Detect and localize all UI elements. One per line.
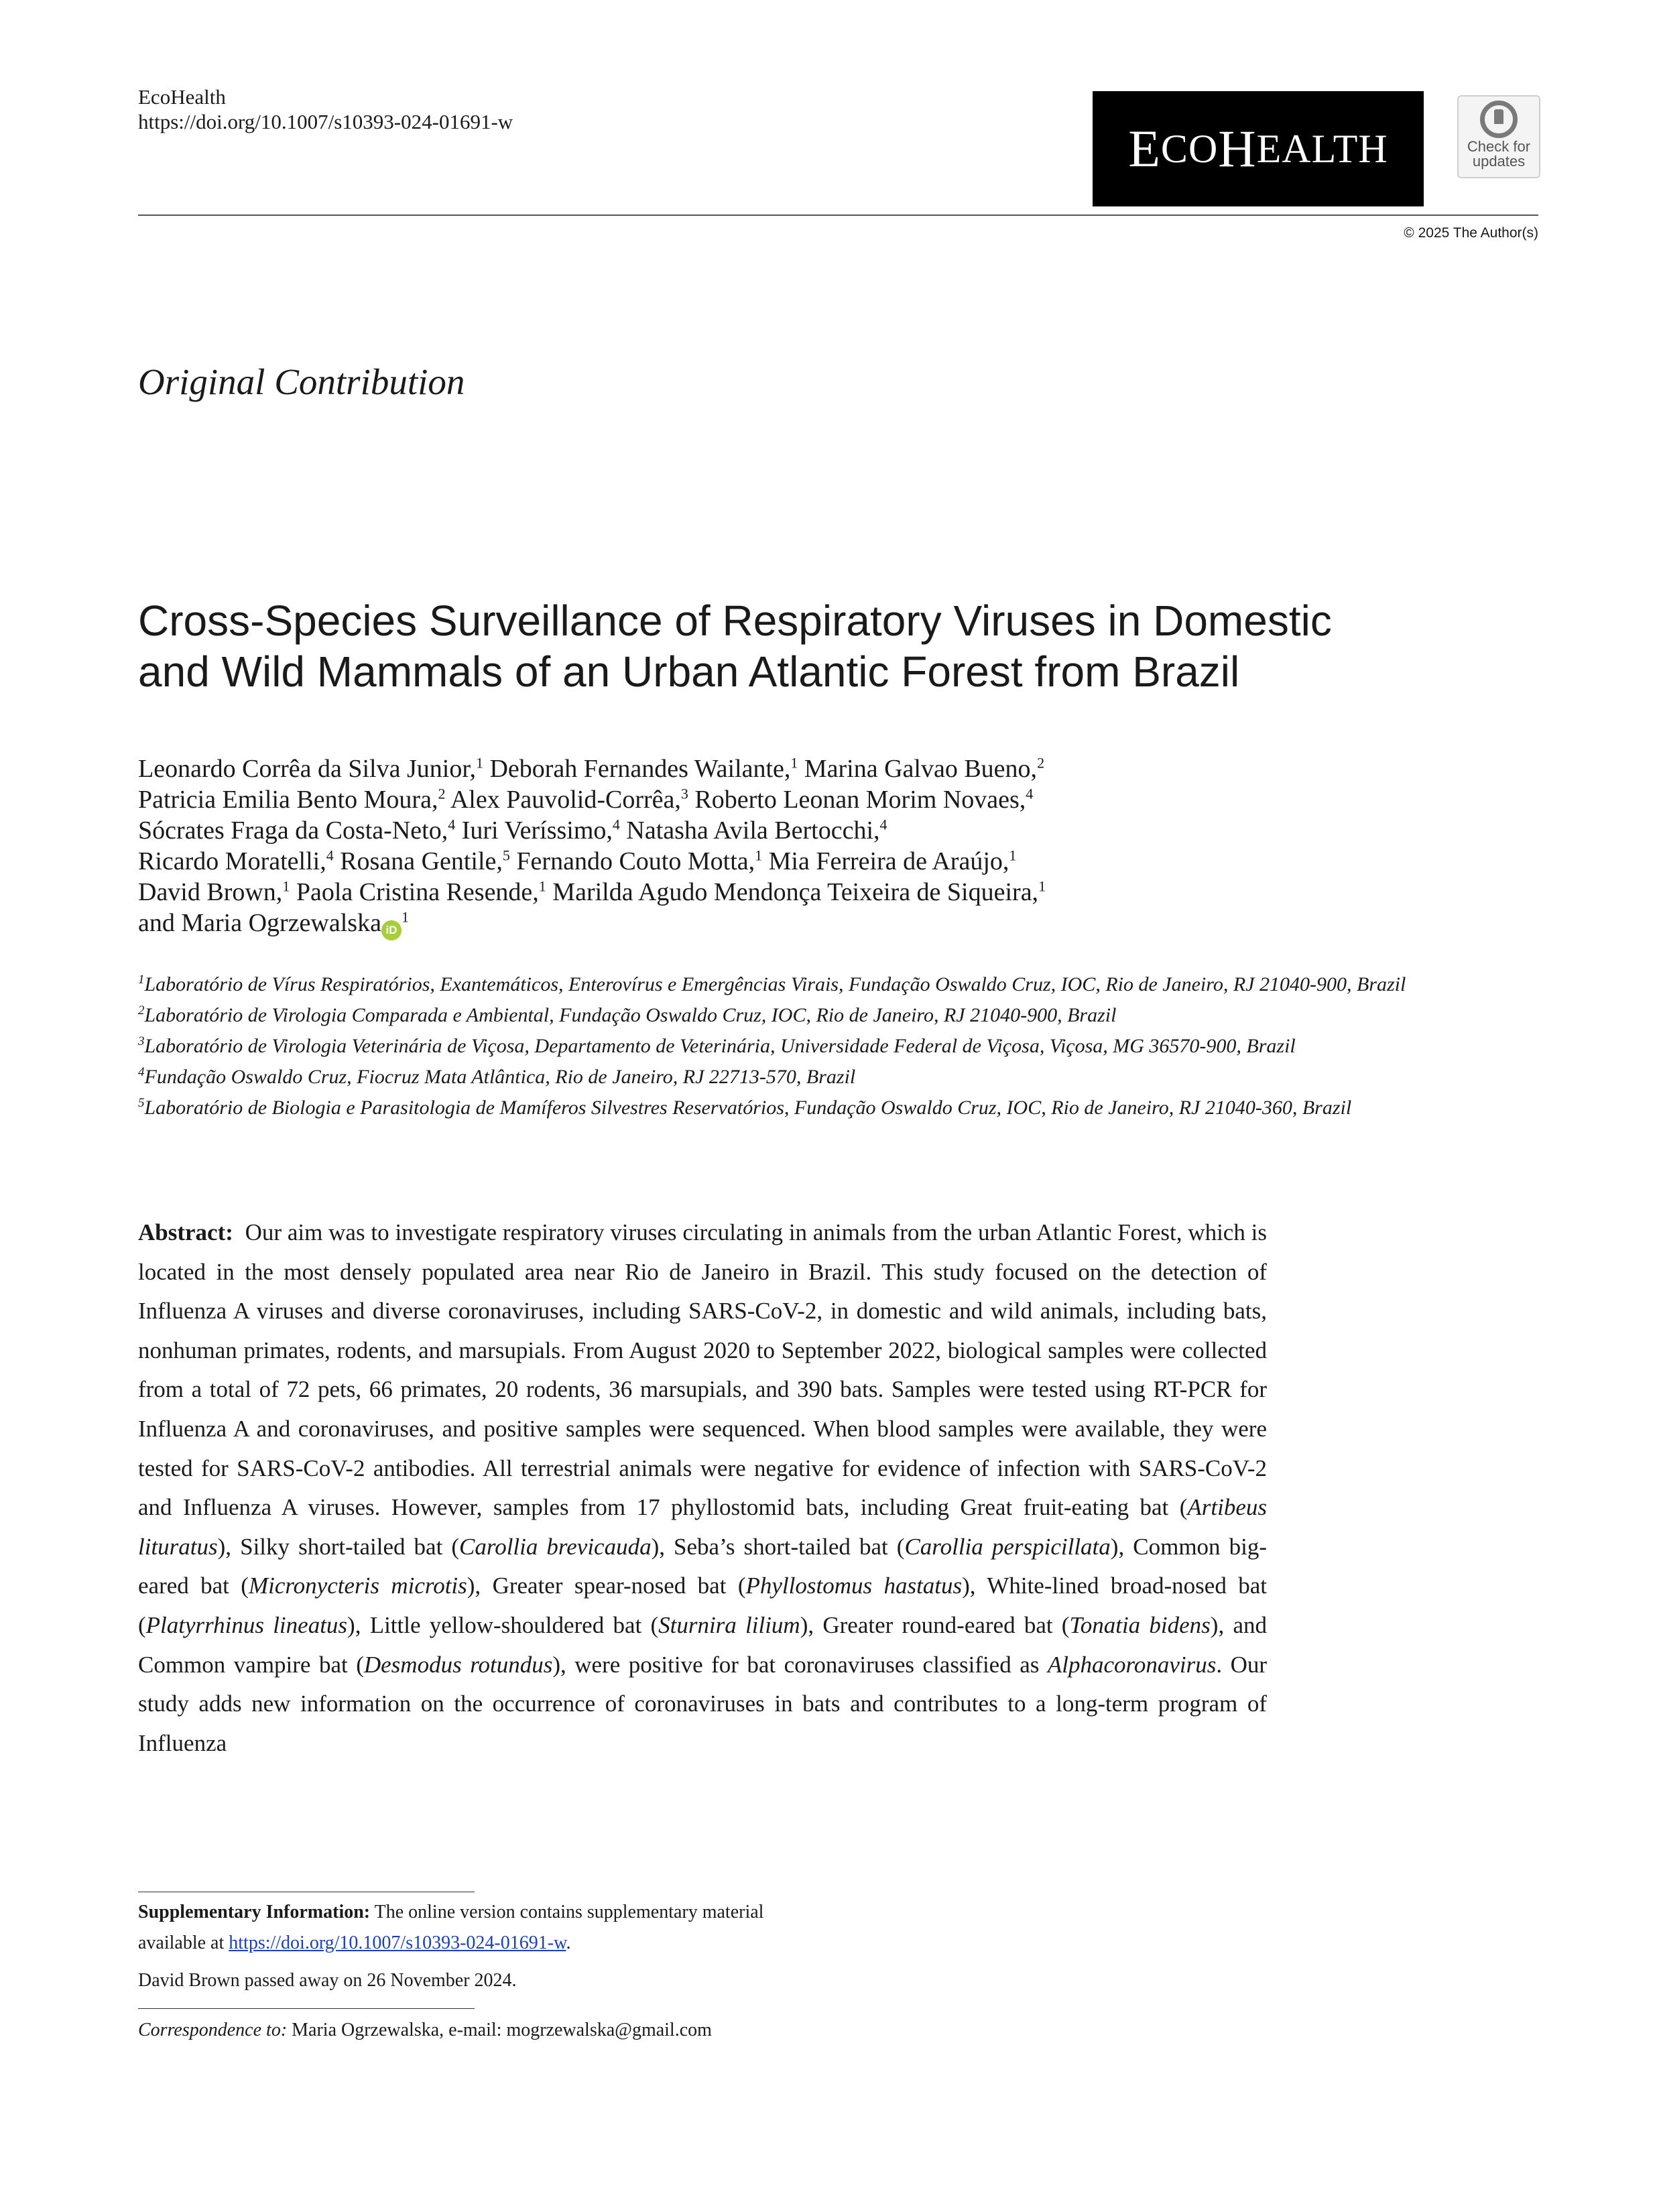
header-divider (138, 214, 1538, 216)
author-list: Leonardo Corrêa da Silva Junior,$^1$ Deborah Fernandes Wailante,$^1$ Marina Galvao Bueno,$^2$ Patricia Emilia Bento Moura,$^2$ Alex Pauvolid-Corrêa,$^3$ Roberto Leonan Morim Novaes,$^4$ Sócrates Fraga da Costa-Neto,$^4$ Iuri Veríssimo,$^4$ Natasha Avila Bertocchi,$^4$ Ricardo Moratelli,$^4$ Rosana Gentile,$^5$ Fernando Couto Motta,$^1$ Mia Ferreira de Araújo,$^1$ David Brown,$^1$ Paola Cristina Resende,$^1$ Marilda Agudo Mendonça Teixeira de Siqueira,$^1$ and Maria Ogrzewalska $iD^1$ (138, 753, 1412, 940)
author: Sócrates Fraga da Costa-Neto, (138, 816, 448, 845)
journal-header (138, 84, 513, 134)
affiliation: $^5$Laboratório de Biologia e Parasitologia de Mamíferos Silvestres Reservatórios, Fundação Oswaldo Cruz, IOC, Rio de Janeiro, RJ 21040-360, Brazil (138, 1096, 1352, 1119)
author: David Brown, (138, 878, 283, 906)
author: Leonardo Corrêa da Silva Junior, (138, 755, 476, 783)
bookmark-icon (1480, 101, 1518, 138)
affiliation: $^2$Laboratório de Virologia Comparada e Ambiental, Fundação Oswaldo Cruz, IOC, Rio de Janeiro, RJ 21040-900, Brazil (138, 1003, 1117, 1026)
abstract: Abstract: Our aim was to investigate respiratory viruses circulating in animals from the urban Atlantic Forest, which is located in the most densely populated area near Rio de Janeiro in Brazil. This study focused on the detection of Influenza A viruses and diverse coronaviruses, including SARS-CoV-2, in domestic and wild animals, including bats, nonhuman primates, rodents, and marsupials. From August 2020 to September 2022, biological samples were collected from a total of 72 pets, 66 primates, 20 rodents, 36 marsupials, and 390 bats. Samples were tested using RT-PCR for Influenza A and coronaviruses, and positive samples were sequenced. When blood samples were available, they were tested for SARS-CoV-2 antibodies. All terrestrial animals were negative for evidence of infection with SARS-CoV-2 and Influenza A viruses. However, samples from 17 phyllostomid bats, including Great fruit-eating bat (Artibeus lituratus), Silky short-tailed bat (Carollia brevicauda), Seba’s short-tailed bat (Carollia perspicillata), Common big-eared bat (Micronycteris microtis), Greater spear-nosed bat (Phyllostomus hastatus), White-lined broad-nosed bat (Platyrrhinus lineatus), Little yellow-shouldered bat (Sturnira lilium), Greater round-eared bat (Tonatia bidens), and Common vampire bat (Desmodus rotundus), were positive for bat coronaviruses classified as Alphacoronavirus. Our study adds new information on the occurrence of coronaviruses in bats and contributes to a long-term program of Influenza (138, 1219, 1268, 1756)
author: Marilda Agudo Mendonça Teixeira de Siqueira, (552, 878, 1039, 906)
article-title: Cross-Species Surveillance of Respiratory Viruses in Domestic and Wild Mammals of an Urban Atlantic Forest from Brazil (138, 597, 1332, 696)
author: and Maria Ogrzewalska (138, 909, 381, 937)
author: Mia Ferreira de Araújo, (768, 847, 1009, 875)
author: Deborah Fernandes Wailante, (489, 755, 791, 783)
obituary-note: David Brown passed away on 26 November 2024. (138, 1970, 517, 1991)
author: Paola Cristina Resende, (296, 878, 539, 906)
supplementary-info: Supplementary Information: The online version contains supplementary material available at https://doi.org/10.1007/s10393-024-01691-w. David Brown passed away on 26 November 2024. (138, 1897, 1009, 1996)
affiliations (138, 969, 1546, 1123)
section-type: Original Contribution (138, 361, 465, 402)
correspondence: Correspondence to: Maria Ogrzewalska, e-mail: mogrzewalska@gmail.com (138, 2020, 712, 2040)
abstract-label: Abstract: (138, 1219, 233, 1245)
check-for-updates-button[interactable]: Check for updates (1457, 95, 1540, 178)
author: Iuri Veríssimo, (461, 816, 613, 845)
orcid-icon[interactable]: iD (381, 920, 402, 940)
author: Rosana Gentile, (340, 847, 503, 875)
author: Patricia Emilia Bento Moura, (138, 786, 438, 814)
author: Roberto Leonan Morim Novaes, (694, 786, 1026, 814)
footnote-divider (138, 2008, 475, 2009)
author: Ricardo Moratelli, (138, 847, 326, 875)
affiliation: $^1$Laboratório de Vírus Respiratórios, Exantemáticos, Enterovírus e Emergências Virais, Fundação Oswaldo Cruz, IOC, Rio de Janeiro, RJ 21040-900, Brazil (138, 973, 1406, 995)
journal-logo: E CO H EALTH (1093, 91, 1424, 206)
article-doi[interactable]: https://doi.org/10.1007/s10393-024-01691-w (138, 110, 513, 133)
author: Fernando Couto Motta, (516, 847, 755, 875)
author: Natasha Avila Bertocchi, (626, 816, 880, 845)
affiliation: $^4$Fundação Oswaldo Cruz, Fiocruz Mata Atlântica, Rio de Janeiro, RJ 22713-570, Brazil (138, 1065, 856, 1088)
affiliation: $^3$Laboratório de Virologia Veterinária de Viçosa, Departamento de Veterinária, Universidade Federal de Viçosa, Viçosa, MG 36570-900, Brazil (138, 1034, 1296, 1057)
copyright-notice: © 2025 The Author(s) (1404, 225, 1538, 241)
author: Marina Galvao Bueno, (804, 755, 1038, 783)
author: Alex Pauvolid-Corrêa, (450, 786, 681, 814)
journal-name: EcoHealth (138, 85, 226, 109)
supplementary-link[interactable]: https://doi.org/10.1007/s10393-024-01691-w (229, 1932, 566, 1953)
